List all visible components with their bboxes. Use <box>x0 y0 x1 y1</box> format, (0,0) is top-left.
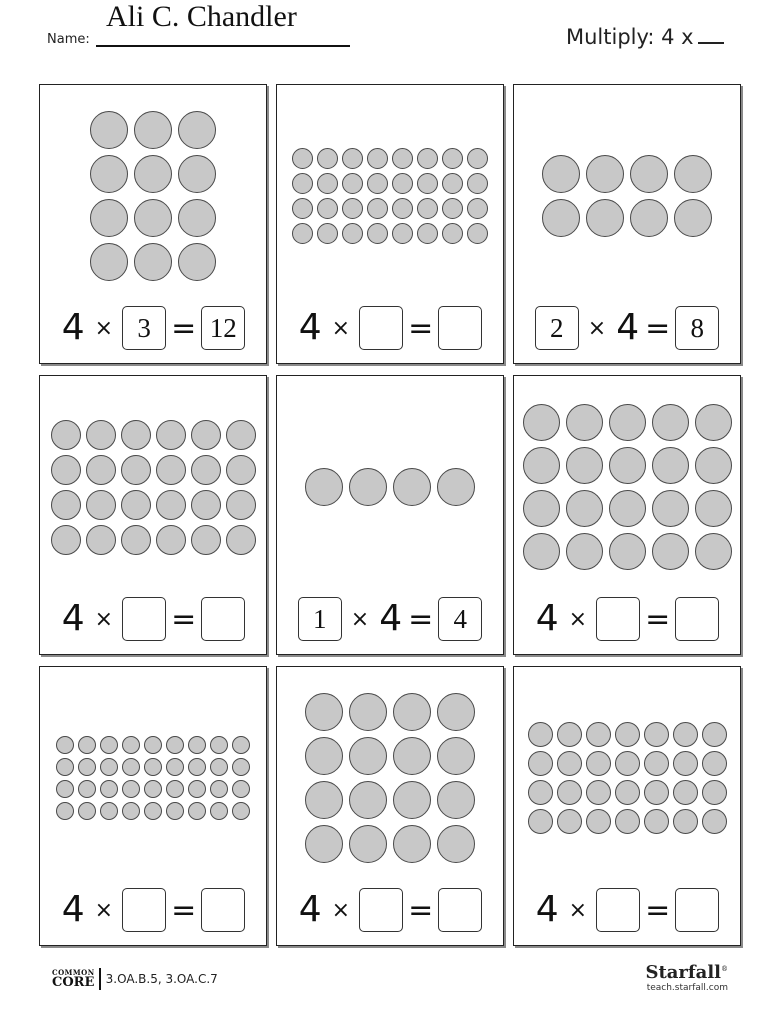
product-answer-box[interactable] <box>201 888 245 932</box>
factor-answer-box[interactable] <box>596 597 640 641</box>
counter-dot <box>342 173 363 194</box>
counter-dot <box>178 155 216 193</box>
counter-dot <box>100 802 118 820</box>
equation <box>277 885 503 935</box>
counter-dot <box>56 758 74 776</box>
counter-dot <box>528 780 553 805</box>
counter-dot <box>417 198 438 219</box>
counter-dot <box>393 468 431 506</box>
factor-four: 4 <box>616 307 640 348</box>
counter-dot <box>78 802 96 820</box>
counter-dot <box>305 737 343 775</box>
equals-sign: = <box>171 310 197 346</box>
counter-dot <box>523 533 560 570</box>
equation <box>514 303 740 353</box>
counter-dot <box>86 420 116 450</box>
counter-dot <box>392 223 413 244</box>
counter-dot <box>292 223 313 244</box>
counter-dot <box>442 198 463 219</box>
counter-dot <box>134 111 172 149</box>
counter-dot <box>232 802 250 820</box>
counter-dot <box>652 490 689 527</box>
times-sign: × <box>331 315 351 341</box>
factor-four: 4 <box>61 889 85 930</box>
name-label: Name: <box>47 32 90 47</box>
counter-dot <box>56 780 74 798</box>
factor-four: 4 <box>61 598 85 639</box>
counter-dot <box>644 722 669 747</box>
counter-dot <box>437 737 475 775</box>
counter-dot <box>210 758 228 776</box>
counter-dot <box>566 404 603 441</box>
product-answer-box[interactable]: 8 <box>675 306 719 350</box>
counter-dot <box>342 198 363 219</box>
equals-sign: = <box>408 892 434 928</box>
counter-dot <box>523 447 560 484</box>
counter-dot <box>586 809 611 834</box>
factor-four: 4 <box>298 307 322 348</box>
counter-dot <box>226 525 256 555</box>
counter-dot <box>437 825 475 863</box>
counter-dot <box>586 780 611 805</box>
counter-dot <box>392 173 413 194</box>
counter-dot <box>188 736 206 754</box>
counter-dot <box>702 780 727 805</box>
counter-dot <box>121 420 151 450</box>
counter-dot <box>90 155 128 193</box>
equals-sign: = <box>408 310 434 346</box>
factor-four: 4 <box>535 889 559 930</box>
counter-dot <box>702 722 727 747</box>
counter-dot <box>673 809 698 834</box>
counter-dot <box>566 533 603 570</box>
times-sign: × <box>587 315 607 341</box>
problem-card <box>513 666 741 946</box>
equals-sign: = <box>171 892 197 928</box>
factor-four: 4 <box>535 598 559 639</box>
counter-dot <box>317 148 338 169</box>
counter-dot <box>615 780 640 805</box>
counter-dot <box>166 758 184 776</box>
counter-dot <box>673 780 698 805</box>
counter-dot <box>188 802 206 820</box>
counter-dot <box>90 199 128 237</box>
counter-dot <box>695 490 732 527</box>
equation <box>514 885 740 935</box>
counter-dot <box>86 455 116 485</box>
counter-dot <box>349 468 387 506</box>
counter-dot <box>437 468 475 506</box>
counter-dot <box>342 148 363 169</box>
problem-card <box>276 84 504 364</box>
product-answer-box[interactable] <box>675 597 719 641</box>
counter-dot <box>349 737 387 775</box>
counter-dot <box>56 736 74 754</box>
counter-dot <box>566 490 603 527</box>
counter-dot <box>542 155 580 193</box>
counter-dot <box>609 447 646 484</box>
counter-dot <box>100 758 118 776</box>
equation <box>277 303 503 353</box>
product-answer-box[interactable] <box>201 597 245 641</box>
counter-dot <box>417 148 438 169</box>
counter-dot <box>367 173 388 194</box>
counter-dot <box>586 199 624 237</box>
counter-dot <box>134 155 172 193</box>
counter-dot <box>467 223 488 244</box>
counter-dot <box>586 722 611 747</box>
worksheet-header <box>0 0 768 80</box>
divider <box>99 968 101 990</box>
multiply-instruction <box>566 24 724 49</box>
product-answer-box[interactable] <box>438 306 482 350</box>
counter-dot <box>557 809 582 834</box>
counter-dot <box>305 781 343 819</box>
counter-dot <box>615 751 640 776</box>
times-sign: × <box>568 897 588 923</box>
counter-dot <box>702 809 727 834</box>
counter-dot <box>673 722 698 747</box>
student-name[interactable]: Ali C. Chandler <box>106 0 297 33</box>
counter-dot <box>56 802 74 820</box>
counter-dot <box>528 809 553 834</box>
counter-dot <box>644 809 669 834</box>
problem-card <box>276 666 504 946</box>
common-core-standards <box>52 968 218 990</box>
factor-four: 4 <box>379 598 403 639</box>
problem-card <box>39 84 267 364</box>
counter-dot <box>467 173 488 194</box>
counter-dot <box>695 447 732 484</box>
counter-dot <box>417 223 438 244</box>
equals-sign: = <box>171 601 197 637</box>
counter-dot <box>166 802 184 820</box>
problem-card <box>513 84 741 364</box>
factor-answer-box[interactable]: 3 <box>122 306 166 350</box>
product-answer-box[interactable] <box>675 888 719 932</box>
counter-dot <box>226 455 256 485</box>
counter-dot <box>90 111 128 149</box>
counter-dot <box>566 447 603 484</box>
counter-dot <box>78 758 96 776</box>
counter-dot <box>210 802 228 820</box>
counter-dot <box>292 173 313 194</box>
counter-dot <box>367 223 388 244</box>
counter-dot <box>78 780 96 798</box>
times-sign: × <box>94 315 114 341</box>
counter-dot <box>467 148 488 169</box>
counter-dot <box>134 199 172 237</box>
counter-dot <box>121 490 151 520</box>
counter-dot <box>615 722 640 747</box>
product-answer-box[interactable] <box>438 888 482 932</box>
counter-dot <box>393 781 431 819</box>
name-line <box>96 45 350 47</box>
problem-card <box>276 375 504 655</box>
product-answer-box[interactable]: 12 <box>201 306 245 350</box>
equals-sign: = <box>645 310 671 346</box>
factor-four: 4 <box>61 307 85 348</box>
counter-dot <box>317 173 338 194</box>
factor-answer-box[interactable] <box>596 888 640 932</box>
counter-dot <box>674 155 712 193</box>
counter-dot <box>156 455 186 485</box>
factor-answer-box[interactable] <box>359 888 403 932</box>
counter-dot <box>392 198 413 219</box>
times-sign: × <box>94 897 114 923</box>
counter-dot <box>644 780 669 805</box>
counter-dot <box>188 780 206 798</box>
counter-dot <box>232 758 250 776</box>
counter-dot <box>317 223 338 244</box>
counter-dot <box>188 758 206 776</box>
counter-dot <box>674 199 712 237</box>
counter-dot <box>630 199 668 237</box>
counter-dot <box>702 751 727 776</box>
times-sign: × <box>568 606 588 632</box>
counter-dot <box>292 148 313 169</box>
counter-dot <box>557 780 582 805</box>
factor-four: 4 <box>298 889 322 930</box>
counter-dot <box>557 751 582 776</box>
counter-dot <box>178 111 216 149</box>
counter-dot <box>615 809 640 834</box>
problem-card <box>513 375 741 655</box>
counter-dot <box>644 751 669 776</box>
counter-dot <box>226 490 256 520</box>
counter-dot <box>542 199 580 237</box>
counter-dot <box>630 155 668 193</box>
equation <box>514 594 740 644</box>
equals-sign: = <box>645 892 671 928</box>
counter-dot <box>144 736 162 754</box>
product-answer-box[interactable]: 4 <box>438 597 482 641</box>
equation <box>40 303 266 353</box>
counter-dot <box>305 693 343 731</box>
factor-answer-box[interactable] <box>122 888 166 932</box>
counter-dot <box>342 223 363 244</box>
counter-dot <box>393 825 431 863</box>
counter-dot <box>122 780 140 798</box>
counter-dot <box>695 533 732 570</box>
counter-dot <box>393 737 431 775</box>
counter-dot <box>78 736 96 754</box>
brand-name: Starfall <box>645 962 721 983</box>
counter-dot <box>191 490 221 520</box>
standards-codes: 3.OA.B.5, 3.OA.C.7 <box>105 972 218 986</box>
counter-dot <box>349 693 387 731</box>
equals-sign: = <box>408 601 434 637</box>
counter-dot <box>51 420 81 450</box>
counter-dot <box>367 148 388 169</box>
counter-dot <box>100 736 118 754</box>
problem-card <box>39 375 267 655</box>
counter-dot <box>673 751 698 776</box>
counter-dot <box>232 736 250 754</box>
brand-url: teach.starfall.com <box>646 983 728 993</box>
counter-dot <box>528 751 553 776</box>
problem-card <box>39 666 267 946</box>
times-sign: × <box>331 897 351 923</box>
counter-dot <box>557 722 582 747</box>
counter-dot <box>156 525 186 555</box>
counter-dot <box>232 780 250 798</box>
counter-dot <box>349 825 387 863</box>
counter-dot <box>609 404 646 441</box>
factor-answer-box[interactable] <box>359 306 403 350</box>
counter-dot <box>134 243 172 281</box>
counter-dot <box>609 533 646 570</box>
counter-dot <box>523 404 560 441</box>
factor-answer-box[interactable] <box>122 597 166 641</box>
common-core-logo-top: COMMON <box>52 968 95 977</box>
counter-dot <box>86 490 116 520</box>
equation <box>277 594 503 644</box>
counter-dot <box>393 693 431 731</box>
factor-answer-box[interactable]: 1 <box>298 597 342 641</box>
times-sign: × <box>350 606 370 632</box>
counter-dot <box>442 223 463 244</box>
counter-dot <box>51 455 81 485</box>
counter-dot <box>317 198 338 219</box>
counter-dot <box>437 693 475 731</box>
counter-dot <box>652 404 689 441</box>
counter-dot <box>305 468 343 506</box>
counter-dot <box>51 490 81 520</box>
registered-mark: ® <box>721 965 728 973</box>
counter-dot <box>121 525 151 555</box>
counter-dot <box>467 198 488 219</box>
counter-dot <box>122 736 140 754</box>
starfall-logo <box>645 962 728 983</box>
counter-dot <box>210 780 228 798</box>
common-core-logo-bottom: CORE <box>52 975 95 990</box>
equals-sign: = <box>645 601 671 637</box>
counter-dot <box>51 525 81 555</box>
common-core-logo <box>52 969 95 989</box>
counter-dot <box>122 802 140 820</box>
counter-dot <box>210 736 228 754</box>
multiply-blank <box>698 24 724 44</box>
counter-dot <box>367 198 388 219</box>
counter-dot <box>586 155 624 193</box>
counter-dot <box>349 781 387 819</box>
counter-dot <box>144 758 162 776</box>
counter-dot <box>226 420 256 450</box>
counter-dot <box>609 490 646 527</box>
counter-dot <box>442 148 463 169</box>
counter-dot <box>178 243 216 281</box>
counter-dot <box>166 780 184 798</box>
counter-dot <box>144 780 162 798</box>
counter-dot <box>695 404 732 441</box>
equation <box>40 885 266 935</box>
times-sign: × <box>94 606 114 632</box>
counter-dot <box>437 781 475 819</box>
counter-dot <box>417 173 438 194</box>
multiply-label: Multiply: 4 x <box>566 25 694 49</box>
starfall-branding <box>645 962 728 993</box>
counter-dot <box>191 420 221 450</box>
counter-dot <box>121 455 151 485</box>
counter-dot <box>292 198 313 219</box>
counter-dot <box>586 751 611 776</box>
counter-dot <box>652 447 689 484</box>
counter-dot <box>90 243 128 281</box>
counter-dot <box>156 490 186 520</box>
counter-dot <box>166 736 184 754</box>
counter-dot <box>86 525 116 555</box>
counter-dot <box>528 722 553 747</box>
counter-dot <box>191 455 221 485</box>
counter-dot <box>305 825 343 863</box>
counter-dot <box>523 490 560 527</box>
counter-dot <box>652 533 689 570</box>
equation <box>40 594 266 644</box>
counter-dot <box>156 420 186 450</box>
counter-dot <box>392 148 413 169</box>
counter-dot <box>442 173 463 194</box>
counter-dot <box>191 525 221 555</box>
counter-dot <box>100 780 118 798</box>
counter-dot <box>144 802 162 820</box>
factor-answer-box[interactable]: 2 <box>535 306 579 350</box>
counter-dot <box>178 199 216 237</box>
counter-dot <box>122 758 140 776</box>
